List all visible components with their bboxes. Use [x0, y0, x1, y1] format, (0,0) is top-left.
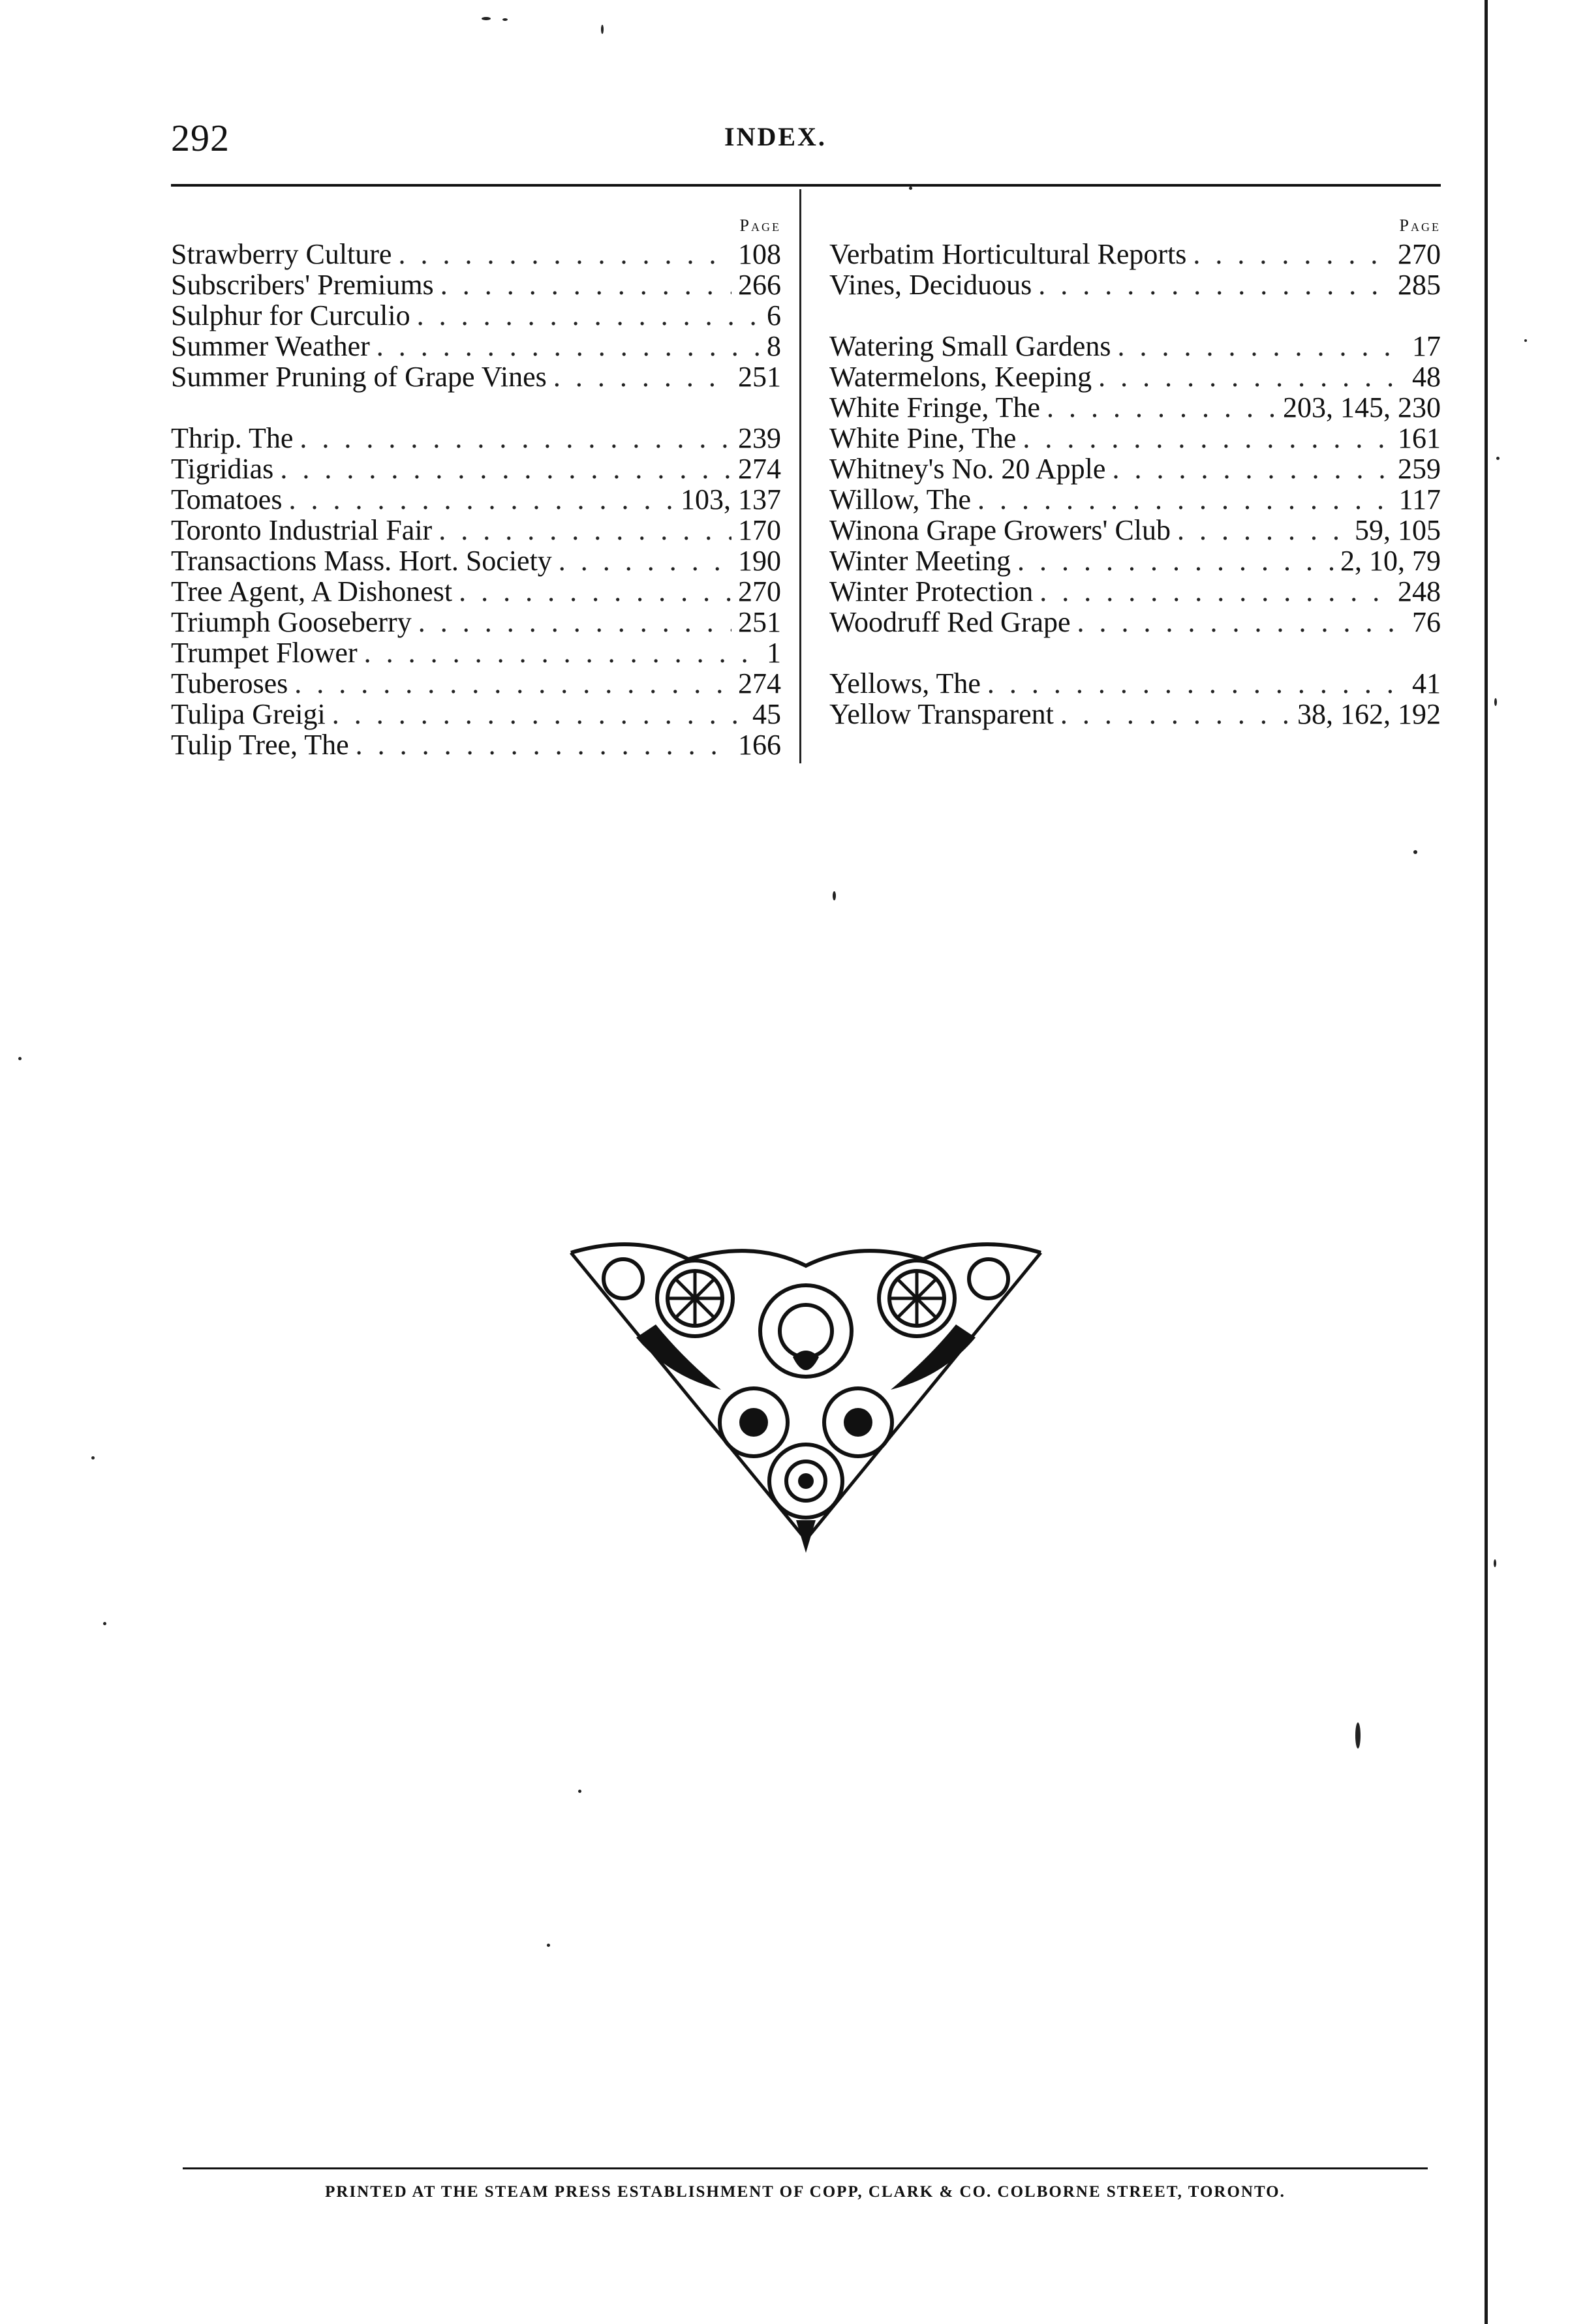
index-entry-term: Winter Meeting [829, 545, 1011, 577]
dot-leader [398, 239, 731, 269]
index-entry-pages: 274 [738, 453, 781, 485]
index-entry [171, 269, 781, 300]
floral-tailpiece-ornament-icon [558, 1227, 1054, 1566]
dot-leader [1060, 699, 1291, 729]
index-entry-pages: 274 [738, 667, 781, 699]
dot-leader [280, 453, 731, 484]
index-entry [171, 484, 781, 515]
dot-leader [288, 484, 674, 515]
index-entry-pages: 103, 137 [681, 483, 781, 515]
index-entry-pages: 190 [738, 545, 781, 577]
index-entry-term: Tulip Tree, The [171, 729, 349, 761]
index-entry-pages: 248 [1398, 575, 1441, 607]
index-entry [171, 637, 781, 668]
index-entry-list [171, 239, 781, 760]
index-entry-pages: 2, 10, 79 [1340, 545, 1441, 577]
index-entry-term: Sulphur for Curculio [171, 299, 410, 331]
index-entry [171, 729, 781, 760]
index-entry-term: Summer Weather [171, 330, 370, 362]
index-entry-pages: 41 [1412, 667, 1441, 699]
index-entry-pages: 17 [1412, 330, 1441, 362]
index-section-gap [829, 300, 1441, 331]
index-entry-term: Watering Small Gardens [829, 330, 1111, 362]
dot-leader [332, 699, 746, 729]
index-entry-pages: 6 [767, 299, 781, 331]
index-entry-term: Tigridias [171, 453, 274, 485]
page-number: 292 [171, 117, 230, 159]
index-entry [829, 423, 1441, 453]
index-entry [829, 668, 1441, 699]
index-entry [829, 607, 1441, 637]
index-entry [171, 545, 781, 576]
dot-leader [356, 729, 731, 760]
index-entry-term: Summer Pruning of Grape Vines [171, 361, 547, 393]
index-entry [829, 269, 1441, 300]
dot-leader [300, 423, 731, 453]
index-entry-pages: 251 [738, 606, 781, 638]
index-entry-pages: 76 [1412, 606, 1441, 638]
index-section-gap [171, 392, 781, 423]
dot-leader [294, 668, 731, 699]
index-entry-term: Yellows, The [829, 667, 981, 699]
dot-leader [417, 300, 760, 331]
index-entry-term: Watermelons, Keeping [829, 361, 1092, 393]
index-entry-term: Willow, The [829, 483, 971, 515]
index-entry [171, 515, 781, 545]
index-entry [171, 423, 781, 453]
index-entry [829, 331, 1441, 361]
index-entry-pages: 117 [1398, 483, 1441, 515]
printer-imprint: PRINTED AT THE STEAM PRESS ESTABLISHMENT OF COPP, CLARK & CO. COLBORNE STREET, TORONTO. [325, 2183, 1285, 2201]
dot-leader [1077, 607, 1406, 637]
index-entry [171, 453, 781, 484]
index-entry-term: Tomatoes [171, 483, 283, 515]
index-column-right [829, 213, 1441, 729]
index-entry-term: White Pine, The [829, 422, 1017, 454]
index-entry [829, 392, 1441, 423]
index-entry [829, 545, 1441, 576]
index-entry-pages: 270 [1398, 238, 1441, 270]
index-entry-term: Vines, Deciduous [829, 269, 1032, 301]
dot-leader [1017, 545, 1334, 576]
index-entry-pages: 266 [738, 269, 781, 301]
dot-leader [1023, 423, 1391, 453]
index-entry-term: Yellow Transparent [829, 698, 1054, 730]
index-entry-term: Woodruff Red Grape [829, 606, 1071, 638]
index-entry-pages: 38, 162, 192 [1297, 698, 1441, 730]
index-entry-term: Subscribers' Premiums [171, 269, 434, 301]
index-entry-term: Thrip. The [171, 422, 294, 454]
index-entry-pages: 45 [752, 698, 781, 730]
index-entry [829, 576, 1441, 607]
dot-leader [559, 545, 731, 576]
index-entry-term: Tuberoses [171, 667, 288, 699]
index-entry-pages: 8 [767, 330, 781, 362]
dot-leader [439, 515, 731, 545]
index-entry [171, 331, 781, 361]
index-entry-pages: 161 [1398, 422, 1441, 454]
index-entry-term: Winter Protection [829, 575, 1034, 607]
index-entry-term: White Fringe, The [829, 391, 1040, 423]
dot-leader [1177, 515, 1348, 545]
index-entry-term: Strawberry Culture [171, 238, 392, 270]
page-column-label: Page [739, 216, 781, 235]
page-header [171, 116, 1441, 162]
index-entry-pages: 59, 105 [1355, 514, 1441, 546]
page-column-label: Page [1399, 216, 1441, 235]
dot-leader [1039, 576, 1391, 607]
index-entry [829, 453, 1441, 484]
index-entry-term: Transactions Mass. Hort. Society [171, 545, 552, 577]
dot-leader [1047, 392, 1276, 423]
index-entry [171, 239, 781, 269]
header-rule [171, 184, 1441, 187]
index-entry-term: Toronto Industrial Fair [171, 514, 433, 546]
index-entry-list [829, 239, 1441, 729]
index-entry-pages: 1 [767, 637, 781, 669]
index-entry-term: Trumpet Flower [171, 637, 358, 669]
index-column-left [171, 213, 781, 760]
index-entry-pages: 170 [738, 514, 781, 546]
index-entry [829, 699, 1441, 729]
dot-leader [1112, 453, 1391, 484]
index-entry-term: Tree Agent, A Dishonest [171, 575, 453, 607]
index-entry-term: Winona Grape Growers' Club [829, 514, 1171, 546]
index-entry-term: Triumph Gooseberry [171, 606, 412, 638]
dot-leader [1117, 331, 1406, 361]
index-entry-pages: 239 [738, 422, 781, 454]
dot-leader [987, 668, 1406, 699]
index-entry [171, 361, 781, 392]
index-entry [171, 576, 781, 607]
index-entry-term: Verbatim Horticultural Reports [829, 238, 1187, 270]
index-entry [171, 607, 781, 637]
index-entry [171, 668, 781, 699]
running-head: INDEX. [724, 122, 827, 151]
index-entry-pages: 270 [738, 575, 781, 607]
index-entry [171, 300, 781, 331]
index-entry-term: Tulipa Greigi [171, 698, 326, 730]
dot-leader [977, 484, 1393, 515]
index-entry-term: Whitney's No. 20 Apple [829, 453, 1106, 485]
index-entry-pages: 166 [738, 729, 781, 761]
dot-leader [459, 576, 731, 607]
column-divider [799, 189, 801, 763]
dot-leader [1193, 239, 1391, 269]
dot-leader [553, 361, 731, 392]
scan-edge-line [1485, 0, 1488, 2324]
dot-leader [364, 637, 760, 668]
index-entry-pages: 251 [738, 361, 781, 393]
dot-leader [418, 607, 731, 637]
index-entry [171, 699, 781, 729]
index-entry-pages: 48 [1412, 361, 1441, 393]
index-entry [829, 361, 1441, 392]
dot-leader [440, 269, 731, 300]
dot-leader [1098, 361, 1406, 392]
index-entry-pages: 203, 145, 230 [1283, 391, 1441, 423]
index-entry [829, 515, 1441, 545]
dot-leader [377, 331, 760, 361]
index-section-gap [829, 637, 1441, 668]
index-entry-pages: 285 [1398, 269, 1441, 301]
index-entry-pages: 108 [738, 238, 781, 270]
index-entry [829, 239, 1441, 269]
index-entry-pages: 259 [1398, 453, 1441, 485]
dot-leader [1038, 269, 1391, 300]
imprint-rule [183, 2167, 1428, 2169]
index-entry [829, 484, 1441, 515]
